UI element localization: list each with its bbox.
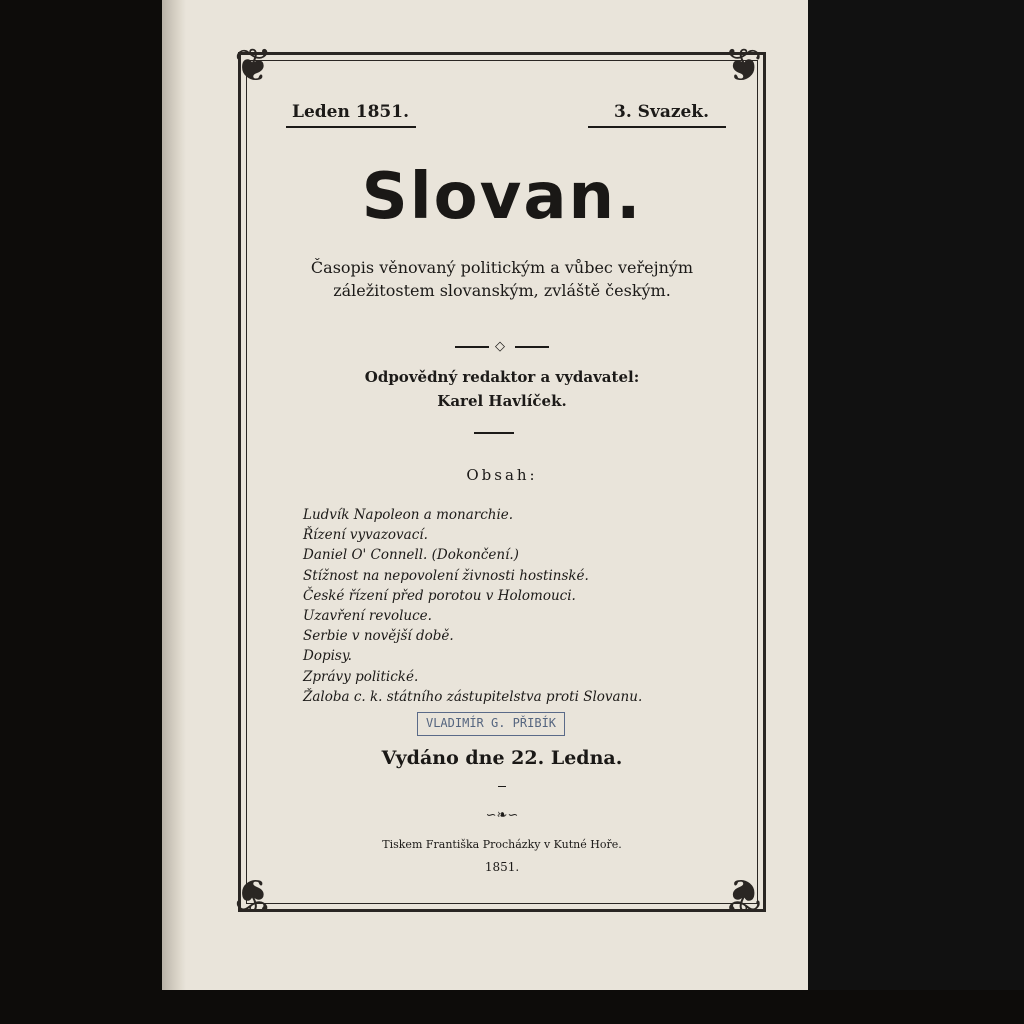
header-rule-left <box>286 126 416 128</box>
contents-item: Serbie v novější době. <box>303 628 454 645</box>
editor-role: Odpovědný redaktor a vydavatel: <box>364 368 640 386</box>
page-title: Slovan. <box>361 160 643 234</box>
subtitle-line: záležitostem slovanským, zvláště českým. <box>333 281 671 300</box>
owner-stamp: VLADIMÍR G. PŘIBÍK <box>417 712 565 736</box>
issue-volume: 3. Svazek. <box>614 102 710 122</box>
flourish-ornament-icon: ∽❧∽ <box>485 808 519 823</box>
background-bottom <box>0 990 1024 1024</box>
subtitle <box>252 256 752 302</box>
divider-ornament <box>455 340 549 354</box>
corner-flourish-icon: ❦ <box>724 868 763 922</box>
contents-list <box>303 505 642 707</box>
corner-flourish-icon: ❦ <box>234 38 273 92</box>
subtitle-line: Časopis věnovaný politickým a vůbec veřejným <box>310 258 694 277</box>
issue-date: Leden 1851. <box>292 102 409 122</box>
contents-heading: Obsah: <box>466 466 538 484</box>
issue-date-line: Vydáno dne 22. Ledna. <box>381 747 623 769</box>
corner-flourish-icon: ❦ <box>724 38 763 92</box>
contents-item: Daniel O' Connell. (Dokončení.) <box>303 547 519 564</box>
contents-item: České řízení před porotou v Holomouci. <box>303 587 576 604</box>
print-year: 1851. <box>484 860 520 874</box>
short-divider <box>474 432 514 434</box>
contents-item: Ludvík Napoleon a monarchie. <box>303 507 514 523</box>
background-right <box>808 0 1024 1024</box>
contents-item: Žaloba c. k. státního zástupitelstva proti Slovanu. <box>303 688 643 705</box>
diamond-ornament-icon: ◇ <box>495 339 505 354</box>
contents-item: Uzavření revoluce. <box>303 608 432 625</box>
tiny-divider <box>498 786 506 787</box>
book-spine <box>162 0 186 990</box>
header-rule-right <box>588 126 726 128</box>
contents-item: Zprávy politické. <box>303 668 419 685</box>
corner-flourish-icon: ❦ <box>234 868 273 922</box>
contents-item: Stížnost na nepovolení živnosti hostinské. <box>303 567 589 584</box>
editor-name: Karel Havlíček. <box>437 392 567 410</box>
contents-item: Dopisy. <box>303 648 352 665</box>
printer-line: Tiskem Františka Procházky v Kutné Hoře. <box>382 838 622 851</box>
contents-item: Řízení vyvazovací. <box>303 527 428 544</box>
